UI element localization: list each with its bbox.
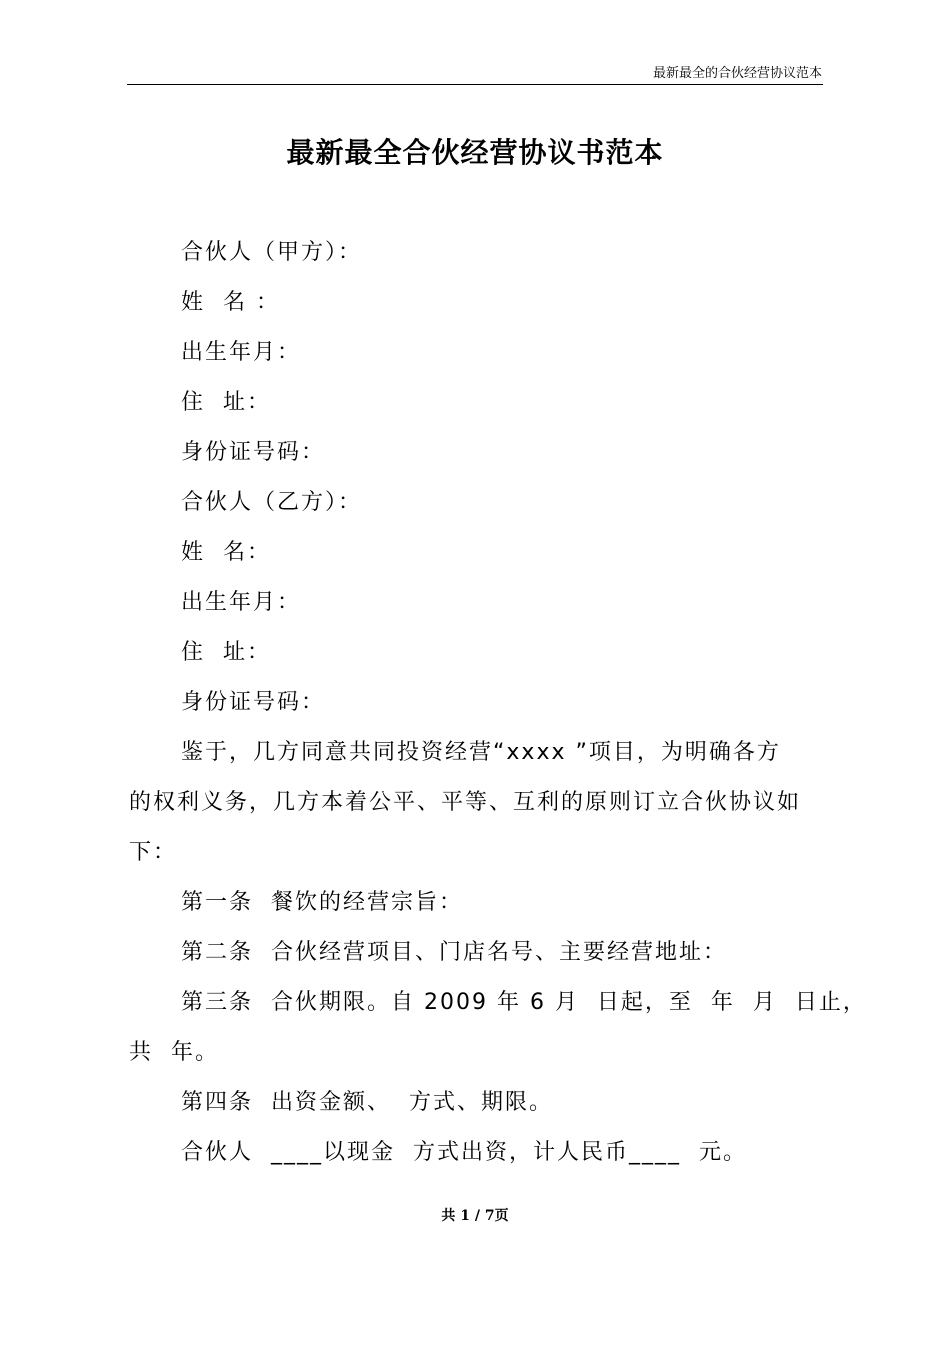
party-a-heading: 合伙人（甲方）：: [181, 240, 363, 265]
page-number: 共 1 / 7页: [441, 1208, 509, 1224]
article-4: 第四条 出资金额、 方式、期限。: [181, 1090, 553, 1115]
party-b-name-label: 姓 名：: [181, 540, 271, 565]
party-b-id-label: 身份证号码：: [181, 690, 326, 715]
document-title: 最新最全合伙经营协议书范本: [286, 136, 664, 169]
article-3-line-1: 第三条 合伙期限。自 2009 年 6 月 日起，至 年 月 日止，: [181, 990, 867, 1015]
header-divider: [127, 84, 823, 85]
document-body: [129, 228, 867, 1178]
party-b-birth-label: 出生年月：: [181, 590, 302, 615]
preamble-line-1: 鉴于，几方同意共同投资经营“xxxx ”项目，为明确各方: [181, 740, 781, 765]
article-3-line-2: 共 年。: [129, 1040, 219, 1065]
party-a-birth-label: 出生年月：: [181, 340, 302, 365]
preamble-line-2: 的权利义务，几方本着公平、平等、互利的原则订立合伙协议如: [129, 790, 802, 815]
running-header: 最新最全的合伙经营协议范本: [652, 66, 822, 81]
party-b-heading: 合伙人（乙方）：: [181, 490, 363, 515]
party-a-id-label: 身份证号码：: [181, 440, 326, 465]
article-1: 第一条 餐饮的经营宗旨：: [181, 890, 463, 915]
article-4-detail: 合伙人 ____以现金 方式出资，计人民币____ 元。: [181, 1140, 747, 1165]
party-b-address-label: 住 址：: [181, 640, 271, 665]
article-2: 第二条 合伙经营项目、门店名号、主要经营地址：: [181, 940, 727, 965]
party-a-name-label: 姓 名 ：: [181, 290, 280, 315]
preamble-line-3: 下：: [129, 840, 178, 865]
party-a-address-label: 住 址：: [181, 390, 271, 415]
